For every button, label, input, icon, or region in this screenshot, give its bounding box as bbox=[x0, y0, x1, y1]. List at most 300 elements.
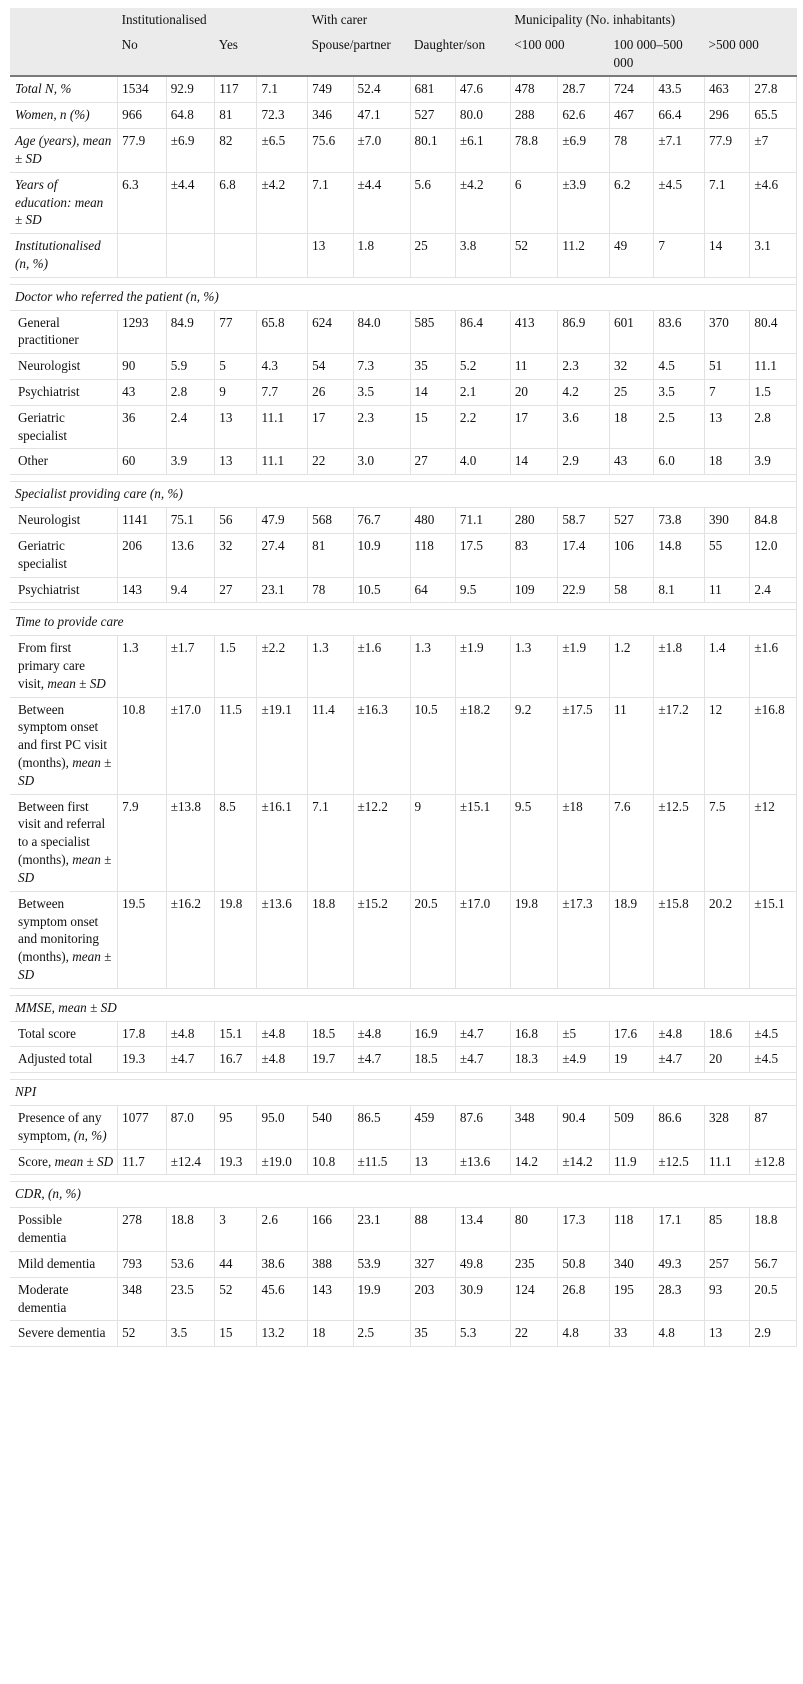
table-cell: 370 bbox=[705, 310, 750, 354]
table-cell: 11.1 bbox=[750, 354, 797, 380]
table-cell: 7.1 bbox=[257, 76, 308, 102]
table-cell: 19.9 bbox=[353, 1277, 410, 1321]
table-cell: 82 bbox=[215, 129, 257, 173]
table-cell: 206 bbox=[118, 533, 167, 577]
table-cell: 288 bbox=[510, 103, 557, 129]
table-cell: 1534 bbox=[118, 76, 167, 102]
table-cell: 87 bbox=[750, 1106, 797, 1150]
table-cell: 1.4 bbox=[705, 636, 750, 697]
table-cell: 1077 bbox=[118, 1106, 167, 1150]
table-cell: 11.1 bbox=[257, 449, 308, 475]
table-cell: 3.8 bbox=[455, 234, 510, 278]
table-cell: 20 bbox=[705, 1047, 750, 1073]
table-cell: 2.8 bbox=[750, 405, 797, 449]
section-spacer bbox=[10, 603, 797, 610]
table-cell: 235 bbox=[510, 1251, 557, 1277]
table-cell: 348 bbox=[510, 1106, 557, 1150]
row-label-stat: (n, %) bbox=[73, 1127, 107, 1143]
table-cell: ±17.0 bbox=[166, 697, 215, 794]
table-cell: ±4.4 bbox=[353, 172, 410, 233]
header-100000-500000: 100 000–500 000 bbox=[610, 33, 705, 77]
table-cell: ±4.7 bbox=[166, 1047, 215, 1073]
table-cell: 51 bbox=[705, 354, 750, 380]
table-cell: 52 bbox=[510, 234, 557, 278]
table-cell: 18.8 bbox=[308, 891, 353, 988]
row-label-text: Possible dementia bbox=[18, 1212, 67, 1246]
table-row bbox=[10, 794, 797, 891]
table-cell: ±6.1 bbox=[455, 129, 510, 173]
table-cell: 20.5 bbox=[750, 1277, 797, 1321]
table-cell: 463 bbox=[705, 76, 750, 102]
table-cell: 19.5 bbox=[118, 891, 167, 988]
table-cell: 203 bbox=[410, 1277, 455, 1321]
row-label-text: Between symptom onset and monitoring (months), bbox=[18, 895, 99, 965]
table-cell: 13 bbox=[705, 405, 750, 449]
table-cell: ±18.2 bbox=[455, 697, 510, 794]
table-cell: 278 bbox=[118, 1208, 167, 1252]
table-cell: 44 bbox=[215, 1251, 257, 1277]
table-cell bbox=[215, 234, 257, 278]
table-cell: 478 bbox=[510, 76, 557, 102]
table-cell: 71.1 bbox=[455, 508, 510, 534]
table-cell: 17 bbox=[308, 405, 353, 449]
table-row bbox=[10, 310, 797, 354]
row-label bbox=[10, 172, 118, 233]
table-cell: 19.7 bbox=[308, 1047, 353, 1073]
table-cell: 11.7 bbox=[118, 1149, 167, 1175]
table-cell: 80.4 bbox=[750, 310, 797, 354]
table-cell: 18.8 bbox=[750, 1208, 797, 1252]
table-cell: 2.2 bbox=[455, 405, 510, 449]
table-cell: 10.5 bbox=[410, 697, 455, 794]
section-title-row bbox=[10, 284, 797, 310]
table-cell: 11.2 bbox=[558, 234, 610, 278]
section-title: MMSE, mean ± SD bbox=[10, 995, 797, 1021]
section-spacer bbox=[10, 1175, 797, 1182]
table-cell: ±4.5 bbox=[654, 172, 705, 233]
spacer-cell bbox=[10, 1073, 797, 1080]
table-cell: 527 bbox=[610, 508, 654, 534]
table-row bbox=[10, 1047, 797, 1073]
table-cell: 19.3 bbox=[215, 1149, 257, 1175]
table-cell: 53.9 bbox=[353, 1251, 410, 1277]
table-body bbox=[10, 76, 797, 1346]
table-cell: 624 bbox=[308, 310, 353, 354]
table-cell: ±4.4 bbox=[166, 172, 215, 233]
table-cell: 467 bbox=[610, 103, 654, 129]
header-blank bbox=[10, 33, 118, 77]
table-cell: 81 bbox=[308, 533, 353, 577]
table-cell: 280 bbox=[510, 508, 557, 534]
row-label-text: Between symptom onset and first PC visit (months), bbox=[18, 701, 108, 770]
table-cell: ±5 bbox=[558, 1021, 610, 1047]
table-cell: 83.6 bbox=[654, 310, 705, 354]
table-cell: 64.8 bbox=[166, 103, 215, 129]
table-cell: 7.1 bbox=[308, 794, 353, 891]
table-cell: 296 bbox=[705, 103, 750, 129]
row-label-stat: mean ± SD bbox=[18, 755, 112, 788]
table-cell: 77 bbox=[215, 310, 257, 354]
table-cell: ±4.6 bbox=[750, 172, 797, 233]
table-cell: ±1.6 bbox=[353, 636, 410, 697]
row-label bbox=[10, 1149, 118, 1175]
table-cell: 2.6 bbox=[257, 1208, 308, 1252]
table-cell: ±14.2 bbox=[558, 1149, 610, 1175]
header-sub-row bbox=[10, 33, 797, 77]
table-cell: ±4.7 bbox=[455, 1021, 510, 1047]
table-cell: 4.5 bbox=[654, 354, 705, 380]
table-cell: 17.1 bbox=[654, 1208, 705, 1252]
table-cell: 11.9 bbox=[610, 1149, 654, 1175]
table-cell: 12 bbox=[705, 697, 750, 794]
table-cell: 85 bbox=[705, 1208, 750, 1252]
table-cell: 7.1 bbox=[705, 172, 750, 233]
table-cell: 49.8 bbox=[455, 1251, 510, 1277]
table-cell: ±1.9 bbox=[455, 636, 510, 697]
table-cell: 459 bbox=[410, 1106, 455, 1150]
table-cell: ±11.5 bbox=[353, 1149, 410, 1175]
table-cell: 58 bbox=[610, 577, 654, 603]
table-cell: 118 bbox=[410, 533, 455, 577]
header-group-row bbox=[10, 8, 797, 33]
table-cell: ±17.2 bbox=[654, 697, 705, 794]
row-label bbox=[10, 891, 118, 988]
table-cell: 509 bbox=[610, 1106, 654, 1150]
section-title: Time to provide care bbox=[10, 610, 797, 636]
table-cell: 3.0 bbox=[353, 449, 410, 475]
table-cell: 76.7 bbox=[353, 508, 410, 534]
table-cell: ±12.8 bbox=[750, 1149, 797, 1175]
table-cell: 348 bbox=[118, 1277, 167, 1321]
table-cell: 15 bbox=[215, 1321, 257, 1347]
table-cell: 1293 bbox=[118, 310, 167, 354]
row-label-text: Severe dementia bbox=[18, 1325, 106, 1341]
table-row bbox=[10, 1277, 797, 1321]
table-cell: 86.9 bbox=[558, 310, 610, 354]
section-title: Doctor who referred the patient (n, %) bbox=[10, 284, 797, 310]
table-cell: 1.2 bbox=[610, 636, 654, 697]
section-title: CDR, (n, %) bbox=[10, 1182, 797, 1208]
table-cell bbox=[166, 234, 215, 278]
row-label-text: From first primary care visit, bbox=[18, 640, 85, 691]
table-cell: 80.0 bbox=[455, 103, 510, 129]
row-label bbox=[10, 533, 118, 577]
table-cell: 18 bbox=[308, 1321, 353, 1347]
table-cell: 17.8 bbox=[118, 1021, 167, 1047]
table-cell: ±3.9 bbox=[558, 172, 610, 233]
table-row bbox=[10, 1106, 797, 1150]
table-cell: ±17.3 bbox=[558, 891, 610, 988]
row-label bbox=[10, 1208, 118, 1252]
table-cell: 681 bbox=[410, 76, 455, 102]
table-cell: ±13.6 bbox=[257, 891, 308, 988]
table-cell: ±16.1 bbox=[257, 794, 308, 891]
table-cell: 80.1 bbox=[410, 129, 455, 173]
table-cell: 66.4 bbox=[654, 103, 705, 129]
table-cell: 86.5 bbox=[353, 1106, 410, 1150]
row-label bbox=[10, 1047, 118, 1073]
table-cell: ±4.5 bbox=[750, 1047, 797, 1073]
table-cell: ±18 bbox=[558, 794, 610, 891]
table-cell: 106 bbox=[610, 533, 654, 577]
table-cell: ±13.6 bbox=[455, 1149, 510, 1175]
table-cell: 22.9 bbox=[558, 577, 610, 603]
table-cell: 2.5 bbox=[353, 1321, 410, 1347]
table-cell: 43 bbox=[118, 380, 167, 406]
table-cell: 86.6 bbox=[654, 1106, 705, 1150]
table-cell: 13 bbox=[308, 234, 353, 278]
table-cell: 84.9 bbox=[166, 310, 215, 354]
table-cell: 109 bbox=[510, 577, 557, 603]
spacer-cell bbox=[10, 1175, 797, 1182]
table-cell: ±12.5 bbox=[654, 794, 705, 891]
table-cell: 6.8 bbox=[215, 172, 257, 233]
table-cell: ±4.8 bbox=[353, 1021, 410, 1047]
table-cell: 4.0 bbox=[455, 449, 510, 475]
table-cell: 58.7 bbox=[558, 508, 610, 534]
row-label-text: Total N, % bbox=[15, 81, 72, 97]
table-cell: 8.1 bbox=[654, 577, 705, 603]
table-cell: 36 bbox=[118, 405, 167, 449]
table-cell: 18.6 bbox=[705, 1021, 750, 1047]
row-label-text: Years of education: mean ± SD bbox=[15, 176, 104, 228]
table-cell: 749 bbox=[308, 76, 353, 102]
table-cell: 83 bbox=[510, 533, 557, 577]
table-cell: 166 bbox=[308, 1208, 353, 1252]
table-row bbox=[10, 380, 797, 406]
table-row bbox=[10, 636, 797, 697]
table-cell: 601 bbox=[610, 310, 654, 354]
table-row bbox=[10, 1208, 797, 1252]
table-cell: 55 bbox=[705, 533, 750, 577]
table-cell: ±6.9 bbox=[166, 129, 215, 173]
table-cell: 19.8 bbox=[510, 891, 557, 988]
table-cell: 19 bbox=[610, 1047, 654, 1073]
table-cell: 87.6 bbox=[455, 1106, 510, 1150]
table-cell: 43.5 bbox=[654, 76, 705, 102]
table-cell: 38.6 bbox=[257, 1251, 308, 1277]
table-cell: ±7.0 bbox=[353, 129, 410, 173]
table-row bbox=[10, 508, 797, 534]
table-cell: 568 bbox=[308, 508, 353, 534]
table-cell: 143 bbox=[308, 1277, 353, 1321]
table-cell: 2.1 bbox=[455, 380, 510, 406]
header-gt-500000: >500 000 bbox=[705, 33, 797, 77]
row-label bbox=[10, 354, 118, 380]
section-title-row bbox=[10, 1182, 797, 1208]
table-cell: 9 bbox=[215, 380, 257, 406]
table-cell: ±1.8 bbox=[654, 636, 705, 697]
table-cell: 966 bbox=[118, 103, 167, 129]
row-label-text: Geriatric specialist bbox=[18, 409, 68, 443]
table-cell: 18 bbox=[610, 405, 654, 449]
table-row bbox=[10, 405, 797, 449]
table-cell: 2.4 bbox=[166, 405, 215, 449]
header-group-institutionalised: Institutionalised bbox=[118, 8, 308, 33]
row-label bbox=[10, 103, 118, 129]
table-cell: 2.3 bbox=[353, 405, 410, 449]
table-cell: 30.9 bbox=[455, 1277, 510, 1321]
table-cell: 10.5 bbox=[353, 577, 410, 603]
row-label-stat: mean ± SD bbox=[18, 852, 112, 885]
header-daughter-son: Daughter/son bbox=[410, 33, 510, 77]
table-cell: 27 bbox=[215, 577, 257, 603]
table-cell: ±7.1 bbox=[654, 129, 705, 173]
table-cell: 195 bbox=[610, 1277, 654, 1321]
table-cell: 3 bbox=[215, 1208, 257, 1252]
table-cell: ±15.1 bbox=[750, 891, 797, 988]
row-label-text: Geriatric specialist bbox=[18, 537, 68, 571]
table-cell: 6.3 bbox=[118, 172, 167, 233]
table-cell: ±4.8 bbox=[166, 1021, 215, 1047]
table-cell: 27.8 bbox=[750, 76, 797, 102]
table-cell: 20.5 bbox=[410, 891, 455, 988]
table-cell: 92.9 bbox=[166, 76, 215, 102]
table-cell: 1.3 bbox=[410, 636, 455, 697]
table-cell: 18.5 bbox=[410, 1047, 455, 1073]
section-title-row bbox=[10, 1080, 797, 1106]
table-cell: 47.9 bbox=[257, 508, 308, 534]
row-label bbox=[10, 1321, 118, 1347]
section-title-row bbox=[10, 610, 797, 636]
table-cell: ±13.8 bbox=[166, 794, 215, 891]
table-cell: 78 bbox=[308, 577, 353, 603]
table-cell: 10.8 bbox=[308, 1149, 353, 1175]
table-cell: 1.8 bbox=[353, 234, 410, 278]
table-cell: ±19.1 bbox=[257, 697, 308, 794]
table-cell: 13 bbox=[215, 449, 257, 475]
table-cell: 5.6 bbox=[410, 172, 455, 233]
table-cell: 3.5 bbox=[654, 380, 705, 406]
table-cell: ±2.2 bbox=[257, 636, 308, 697]
table-cell: 124 bbox=[510, 1277, 557, 1321]
table-cell: 16.7 bbox=[215, 1047, 257, 1073]
table-cell: 18.8 bbox=[166, 1208, 215, 1252]
spacer-cell bbox=[10, 277, 797, 284]
row-label bbox=[10, 1106, 118, 1150]
table-cell: 26.8 bbox=[558, 1277, 610, 1321]
table-cell: ±1.7 bbox=[166, 636, 215, 697]
table-cell: 13 bbox=[215, 405, 257, 449]
table-cell: 5.9 bbox=[166, 354, 215, 380]
table-cell: 6.0 bbox=[654, 449, 705, 475]
table-cell: ±6.9 bbox=[558, 129, 610, 173]
table-cell: 5.3 bbox=[455, 1321, 510, 1347]
table-cell: 7.3 bbox=[353, 354, 410, 380]
table-cell: 17.4 bbox=[558, 533, 610, 577]
table-cell: 28.3 bbox=[654, 1277, 705, 1321]
table-cell: 16.8 bbox=[510, 1021, 557, 1047]
table-cell: 7.9 bbox=[118, 794, 167, 891]
table-cell: 60 bbox=[118, 449, 167, 475]
table-cell: 11 bbox=[705, 577, 750, 603]
table-cell: ±7 bbox=[750, 129, 797, 173]
table-cell: 413 bbox=[510, 310, 557, 354]
table-cell: ±19.0 bbox=[257, 1149, 308, 1175]
table-row bbox=[10, 103, 797, 129]
table-cell: 43 bbox=[610, 449, 654, 475]
table-cell: 340 bbox=[610, 1251, 654, 1277]
row-label bbox=[10, 697, 118, 794]
table-row bbox=[10, 354, 797, 380]
table-cell: 9.5 bbox=[510, 794, 557, 891]
table-cell: 87.0 bbox=[166, 1106, 215, 1150]
table-cell: 4.8 bbox=[654, 1321, 705, 1347]
table-cell: ±4.2 bbox=[257, 172, 308, 233]
table-cell: ±4.9 bbox=[558, 1047, 610, 1073]
row-label bbox=[10, 76, 118, 102]
table-cell: 14 bbox=[510, 449, 557, 475]
table-cell: 14.8 bbox=[654, 533, 705, 577]
table-cell: 20 bbox=[510, 380, 557, 406]
table-cell: ±1.6 bbox=[750, 636, 797, 697]
table-cell: 118 bbox=[610, 1208, 654, 1252]
row-label-stat: mean ± SD bbox=[54, 1153, 114, 1169]
table-cell: 50.8 bbox=[558, 1251, 610, 1277]
table-cell: 47.1 bbox=[353, 103, 410, 129]
row-label bbox=[10, 508, 118, 534]
table-cell: 95 bbox=[215, 1106, 257, 1150]
table-row bbox=[10, 891, 797, 988]
row-label bbox=[10, 1251, 118, 1277]
table-cell: 3.5 bbox=[166, 1321, 215, 1347]
section-title-row bbox=[10, 995, 797, 1021]
table-cell: 3.9 bbox=[166, 449, 215, 475]
table-cell: ±16.8 bbox=[750, 697, 797, 794]
table-cell: 18.3 bbox=[510, 1047, 557, 1073]
table-cell: ±16.3 bbox=[353, 697, 410, 794]
table-cell: 81 bbox=[215, 103, 257, 129]
table-cell: 13 bbox=[410, 1149, 455, 1175]
row-label-text: Mild dementia bbox=[18, 1255, 96, 1271]
table-cell: 724 bbox=[610, 76, 654, 102]
table-cell: 2.9 bbox=[558, 449, 610, 475]
table-cell: 17.5 bbox=[455, 533, 510, 577]
table-cell: ±4.7 bbox=[353, 1047, 410, 1073]
table-cell: ±4.5 bbox=[750, 1021, 797, 1047]
table-cell: 23.5 bbox=[166, 1277, 215, 1321]
table-cell: ±4.7 bbox=[654, 1047, 705, 1073]
table-cell: 90 bbox=[118, 354, 167, 380]
table-cell: 9.4 bbox=[166, 577, 215, 603]
table-cell: 3.9 bbox=[750, 449, 797, 475]
table-cell: 346 bbox=[308, 103, 353, 129]
row-label bbox=[10, 794, 118, 891]
table-cell: 52 bbox=[215, 1277, 257, 1321]
table-cell: 77.9 bbox=[118, 129, 167, 173]
table-cell: 23.1 bbox=[257, 577, 308, 603]
row-label-text: Between first visit and referral to a specialist (months), bbox=[18, 798, 106, 868]
table-cell: 25 bbox=[610, 380, 654, 406]
row-label-stat: mean ± SD bbox=[18, 949, 112, 982]
table-cell: 1.5 bbox=[215, 636, 257, 697]
table-cell: ±12.5 bbox=[654, 1149, 705, 1175]
table-cell: 84.0 bbox=[353, 310, 410, 354]
table-cell: 78 bbox=[610, 129, 654, 173]
row-label bbox=[10, 449, 118, 475]
table-cell: 2.8 bbox=[166, 380, 215, 406]
table-cell: 35 bbox=[410, 1321, 455, 1347]
table-row bbox=[10, 234, 797, 278]
table-cell: 13.6 bbox=[166, 533, 215, 577]
table-cell: 10.9 bbox=[353, 533, 410, 577]
table-cell: 1.3 bbox=[118, 636, 167, 697]
table-cell: 77.9 bbox=[705, 129, 750, 173]
table-cell: 2.4 bbox=[750, 577, 797, 603]
table-row bbox=[10, 1021, 797, 1047]
table-cell: 54 bbox=[308, 354, 353, 380]
table-cell: ±15.2 bbox=[353, 891, 410, 988]
